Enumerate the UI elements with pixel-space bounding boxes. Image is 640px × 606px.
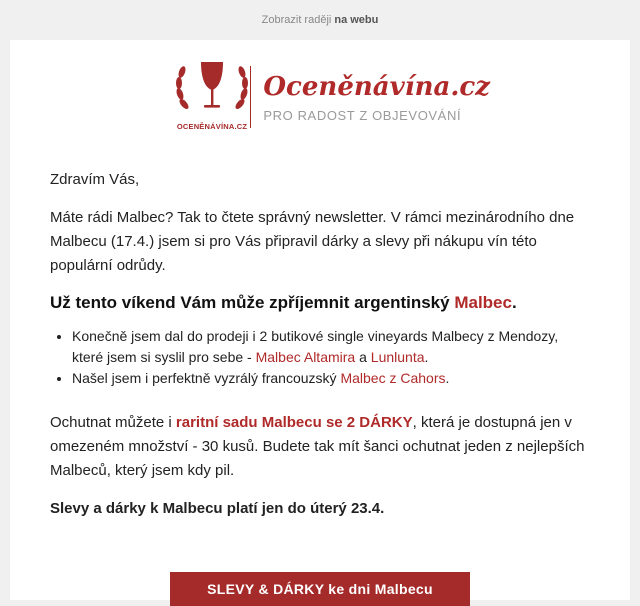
headline-accent: Malbec (454, 293, 512, 312)
bullet-1-and: a (355, 349, 371, 365)
greeting: Zdravím Vás, (50, 171, 140, 188)
brand-logo[interactable] (170, 58, 490, 136)
bullet-2-text: Našel jsem i perfektně vyzrálý francouzský (72, 370, 341, 386)
list-item (72, 368, 590, 389)
bullet-2-end: . (445, 370, 450, 386)
view-in-browser-prefix: Zobrazit raději (261, 14, 332, 26)
wine-glass-laurel-icon (170, 58, 248, 136)
offer-list (50, 326, 590, 389)
cta-button[interactable]: SLEVY & DÁRKY ke dni Malbecu (170, 572, 470, 606)
logo-tagline: PRO RADOST Z OBJEVOVÁNÍ (263, 107, 462, 123)
link-malbec-cahors[interactable]: Malbec z Cahors (340, 370, 446, 386)
headline (50, 290, 590, 316)
intro-paragraph: Máte rádi Malbec? Tak to čtete správný newsletter. V rámci mezinárodního dne Malbecu (17.4.) jsem si pro Vás připravil dárky a slevy při nákupu vín této populární odrůdy. (50, 209, 575, 274)
view-in-browser-bar (0, 0, 640, 40)
headline-prefix: Už tento víkend Vám může zpříjemnit argentinský (50, 293, 455, 312)
logo-badge-text: OCENĚNÁVÍNA.CZ (176, 122, 248, 131)
headline-suffix: . (511, 293, 517, 312)
logo-name: Oceněnávína.cz (263, 71, 490, 102)
link-lunlunta[interactable]: Lunlunta (370, 349, 425, 365)
email-card (10, 40, 630, 600)
link-malbec-altamira[interactable]: Malbec Altamira (255, 349, 356, 365)
tasting-prefix: Ochutnat můžete i (50, 414, 176, 431)
bullet-1-end: . (424, 349, 429, 365)
view-in-browser-link[interactable]: na webu (334, 14, 379, 26)
email-body (50, 168, 590, 521)
list-item (72, 326, 590, 368)
bullet-1-text: Konečně jsem dal do prodeji i 2 butikové single vineyards Malbecy z Mendozy, které jsem si syslil pro sebe - (72, 328, 559, 365)
deadline-note: Slevy a dárky k Malbecu platí jen do úterý 23.4. (50, 500, 385, 517)
link-rare-set[interactable]: raritní sadu Malbecu se 2 DÁRKY (175, 414, 413, 431)
logo-wordmark (263, 72, 490, 123)
tasting-paragraph (50, 411, 590, 483)
tasting-suffix: , která je dostupná jen v omezeném množství - 30 kusů. Budete tak mít šanci ochutnat jeden z nejlepších Malbeců, který jsem kdy pil. (50, 414, 585, 479)
